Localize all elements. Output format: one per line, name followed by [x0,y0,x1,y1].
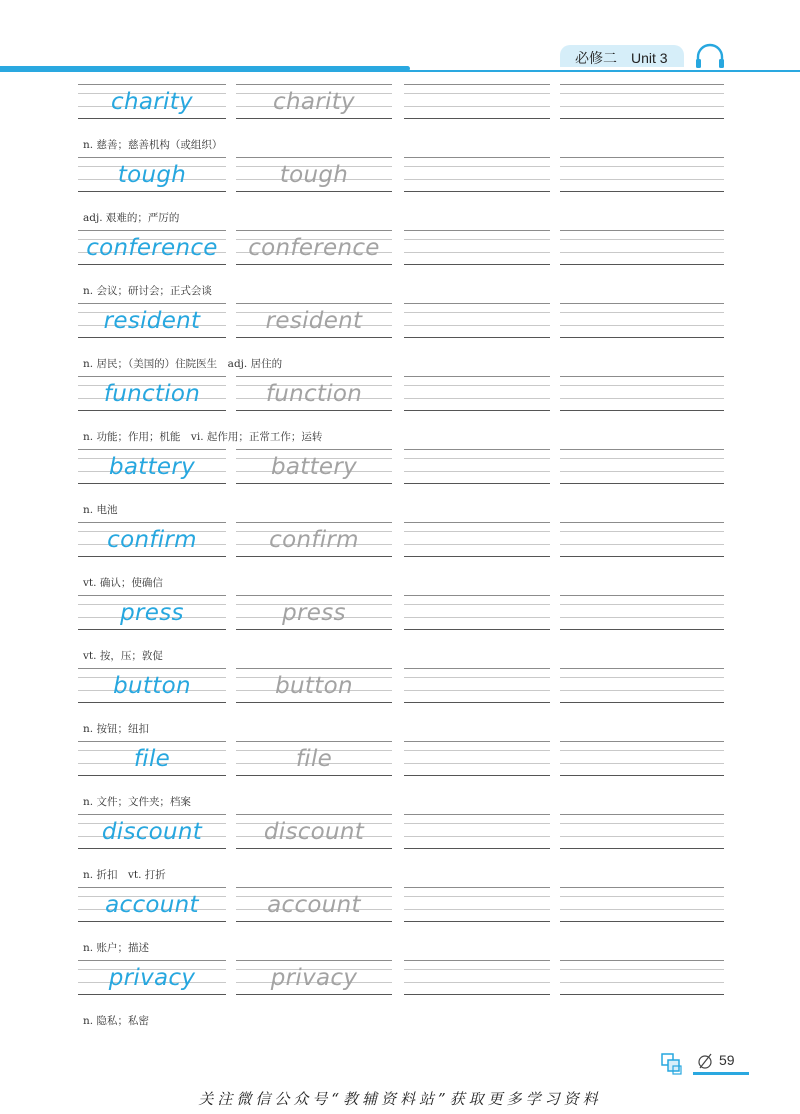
guide-line [404,921,550,922]
guide-line [236,157,392,158]
guide-line [404,522,550,523]
guide-line [560,337,724,338]
guide-line [78,230,226,231]
guide-line [404,823,550,824]
guide-line [560,556,724,557]
guide-line [560,264,724,265]
model-word: charity [111,89,193,115]
guide-line [236,230,392,231]
guide-line [78,848,226,849]
word-meaning: n. 功能；作用；机能 vi. 起作用；正常工作；运转 [83,431,323,443]
guide-line [78,595,226,596]
guide-line [404,741,550,742]
guide-line [404,994,550,995]
header-title [575,48,668,68]
guide-line [560,449,724,450]
guide-line [560,921,724,922]
practice-column[interactable] [404,226,550,278]
guide-line [404,449,550,450]
guide-line [560,118,724,119]
word-meaning: n. 折扣 vt. 打折 [83,869,166,881]
guide-line [404,544,550,545]
model-column [78,445,226,497]
guide-line [78,483,226,484]
header-divider [0,70,800,72]
model-column [78,591,226,643]
guide-line [236,741,392,742]
trace-column [236,518,392,570]
model-word: account [105,892,199,918]
word-meaning: n. 居民；（美国的）住院医生 adj. 居住的 [83,358,283,370]
guide-line [404,337,550,338]
word-meaning: n. 慈善；慈善机构（或组织） [83,139,223,151]
word-row [0,153,800,226]
guide-line [78,303,226,304]
practice-column[interactable] [404,956,550,1008]
guide-line [78,191,226,192]
guide-line [560,668,724,669]
guide-line [236,921,392,922]
guide-line [560,106,724,107]
guide-line [78,629,226,630]
guide-line [560,604,724,605]
guide-line [404,230,550,231]
guide-line [404,303,550,304]
guide-line [236,848,392,849]
practice-column[interactable] [560,956,724,1008]
guide-line [236,483,392,484]
guide-line [404,118,550,119]
trace-word: account [267,892,361,918]
guide-line [404,410,550,411]
model-word: privacy [108,965,196,991]
guide-line [236,84,392,85]
footer-accent-bar [693,1072,749,1075]
trace-column [236,591,392,643]
guide-line [404,677,550,678]
practice-column[interactable] [404,299,550,351]
guide-line [236,410,392,411]
guide-line [78,668,226,669]
model-word: discount [101,819,203,845]
guide-line [560,896,724,897]
guide-line [78,84,226,85]
guide-line [560,398,724,399]
guide-line [404,93,550,94]
guide-line [560,741,724,742]
guide-line [236,337,392,338]
practice-column[interactable] [404,737,550,789]
practice-column[interactable] [560,226,724,278]
guide-line [560,191,724,192]
trace-word: function [265,381,363,407]
guide-line [560,544,724,545]
model-column [78,299,226,351]
guide-line [404,896,550,897]
guide-line [404,960,550,961]
guide-line [560,312,724,313]
model-column [78,883,226,935]
guide-line [560,458,724,459]
trace-word: charity [273,89,355,115]
trace-word: confirm [269,527,359,553]
guide-line [560,763,724,764]
guide-line [404,179,550,180]
model-word: battery [108,454,196,480]
guide-line [78,814,226,815]
word-row [0,299,800,372]
practice-column[interactable] [560,737,724,789]
guide-line [560,303,724,304]
guide-line [404,556,550,557]
guide-line [78,556,226,557]
guide-line [404,376,550,377]
word-meaning: n. 会议；研讨会；正式会谈 [83,285,212,297]
trace-column [236,153,392,205]
guide-line [236,887,392,888]
guide-line [236,556,392,557]
trace-column [236,883,392,935]
word-row [0,737,800,810]
word-meaning: n. 账户；描述 [83,942,149,954]
guide-line [78,376,226,377]
guide-line [404,483,550,484]
word-meaning: n. 按钮；纽扣 [83,723,149,735]
guide-line [560,252,724,253]
word-row [0,810,800,883]
guide-line [560,982,724,983]
guide-line [560,376,724,377]
practice-column[interactable] [404,664,550,716]
guide-line [560,969,724,970]
practice-column[interactable] [560,372,724,424]
guide-line [560,690,724,691]
trace-word: conference [248,235,380,261]
trace-word: button [275,673,353,699]
guide-line [560,750,724,751]
guide-line [404,814,550,815]
guide-line [78,887,226,888]
practice-column[interactable] [560,883,724,935]
practice-column[interactable] [560,445,724,497]
practice-column[interactable] [560,664,724,716]
guide-line [404,84,550,85]
word-row [0,883,800,956]
pages-icon [660,1052,684,1076]
model-word: resident [103,308,201,334]
word-row [0,956,800,1029]
guide-line [560,157,724,158]
guide-line [236,814,392,815]
practice-column[interactable] [560,299,724,351]
word-meaning: vt. 按，压；敦促 [83,650,163,662]
guide-line [560,823,724,824]
guide-line [78,118,226,119]
practice-column[interactable] [560,80,724,132]
model-word: press [120,600,184,626]
word-row [0,664,800,737]
guide-line [404,312,550,313]
model-column [78,737,226,789]
guide-line [404,617,550,618]
trace-column [236,80,392,132]
guide-line [560,887,724,888]
practice-column[interactable] [404,372,550,424]
guide-line [404,668,550,669]
word-meaning: vt. 确认；使确信 [83,577,163,589]
guide-line [560,471,724,472]
practice-column[interactable] [404,445,550,497]
guide-line [78,994,226,995]
guide-line [404,531,550,532]
guide-line [404,982,550,983]
word-meaning: n. 隐私；私密 [83,1015,149,1027]
guide-line [560,702,724,703]
guide-line [560,775,724,776]
trace-column [236,299,392,351]
guide-line [404,157,550,158]
model-word: confirm [107,527,197,553]
guide-line [404,969,550,970]
word-meaning: adj. 艰难的；严厉的 [83,212,180,224]
word-row [0,445,800,518]
guide-line [560,166,724,167]
trace-column [236,445,392,497]
practice-column[interactable] [404,80,550,132]
guide-line [560,531,724,532]
guide-line [560,836,724,837]
trace-column [236,664,392,716]
guide-line [78,157,226,158]
trace-word: privacy [270,965,358,991]
guide-line [236,629,392,630]
guide-line [404,702,550,703]
guide-line [236,960,392,961]
guide-line [560,230,724,231]
page-header [0,0,800,80]
guide-line [78,775,226,776]
practice-column[interactable] [404,810,550,862]
unit-label: Unit 3 [631,50,668,66]
model-word: file [133,746,171,772]
guide-line [404,604,550,605]
guide-line [560,677,724,678]
guide-line [404,690,550,691]
page-number: 59 [719,1052,735,1068]
guide-line [78,449,226,450]
model-column [78,80,226,132]
guide-line [404,909,550,910]
word-row [0,591,800,664]
trace-column [236,810,392,862]
guide-line [404,166,550,167]
guide-line [404,385,550,386]
guide-line [78,960,226,961]
guide-line [78,337,226,338]
guide-line [404,252,550,253]
guide-line [560,595,724,596]
guide-line [560,960,724,961]
trace-column [236,956,392,1008]
guide-line [560,179,724,180]
model-column [78,153,226,205]
trace-column [236,372,392,424]
guide-line [236,264,392,265]
guide-line [404,775,550,776]
guide-line [236,775,392,776]
guide-line [560,994,724,995]
guide-line [236,522,392,523]
guide-line [404,458,550,459]
guide-line [404,398,550,399]
guide-line [404,191,550,192]
footer-note: 关注微信公众号“教辅资料站”获取更多学习资料 [198,1090,602,1108]
guide-line [404,629,550,630]
guide-line [404,595,550,596]
guide-line [560,410,724,411]
guide-line [404,887,550,888]
guide-line [236,668,392,669]
guide-line [560,909,724,910]
trace-word: battery [270,454,358,480]
model-column [78,372,226,424]
practice-column[interactable] [560,810,724,862]
guide-line [404,763,550,764]
model-column [78,518,226,570]
guide-line [236,702,392,703]
guide-line [404,848,550,849]
guide-line [404,264,550,265]
model-word: button [113,673,191,699]
guide-line [236,303,392,304]
guide-line [560,522,724,523]
guide-line [236,376,392,377]
guide-line [78,921,226,922]
guide-line [78,522,226,523]
guide-line [404,750,550,751]
guide-line [78,410,226,411]
guide-line [404,325,550,326]
trace-column [236,226,392,278]
guide-line [560,814,724,815]
model-column [78,664,226,716]
trace-column [236,737,392,789]
guide-line [404,106,550,107]
guide-line [560,385,724,386]
guide-line [236,191,392,192]
practice-column[interactable] [404,883,550,935]
model-word: tough [117,162,187,188]
model-word: conference [86,235,218,261]
guide-line [78,264,226,265]
trace-word: discount [263,819,365,845]
word-row [0,372,800,445]
guide-line [404,239,550,240]
word-meaning: n. 文件；文件夹；档案 [83,796,191,808]
guide-line [560,239,724,240]
word-meaning: n. 电池 [83,504,118,516]
guide-line [236,994,392,995]
guide-line [560,93,724,94]
word-row [0,80,800,153]
trace-word: resident [265,308,363,334]
guide-line [78,702,226,703]
practice-column[interactable] [560,153,724,205]
trace-word: file [295,746,333,772]
headphones-icon [694,42,726,70]
guide-line [560,629,724,630]
guide-line [78,741,226,742]
trace-word: press [282,600,346,626]
guide-line [560,848,724,849]
guide-line [560,84,724,85]
guide-line [560,617,724,618]
word-row [0,518,800,591]
guide-line [560,483,724,484]
book-name: 必修二 [575,50,617,66]
pen-icon [697,1052,713,1070]
trace-word: tough [279,162,349,188]
guide-line [236,595,392,596]
model-word: function [103,381,201,407]
guide-line [236,449,392,450]
guide-line [560,325,724,326]
practice-column[interactable] [404,153,550,205]
practice-column[interactable] [404,591,550,643]
guide-line [236,118,392,119]
model-column [78,226,226,278]
model-column [78,810,226,862]
practice-column[interactable] [404,518,550,570]
guide-line [404,471,550,472]
model-column [78,956,226,1008]
guide-line [404,836,550,837]
practice-column[interactable] [560,591,724,643]
word-row [0,226,800,299]
practice-column[interactable] [560,518,724,570]
